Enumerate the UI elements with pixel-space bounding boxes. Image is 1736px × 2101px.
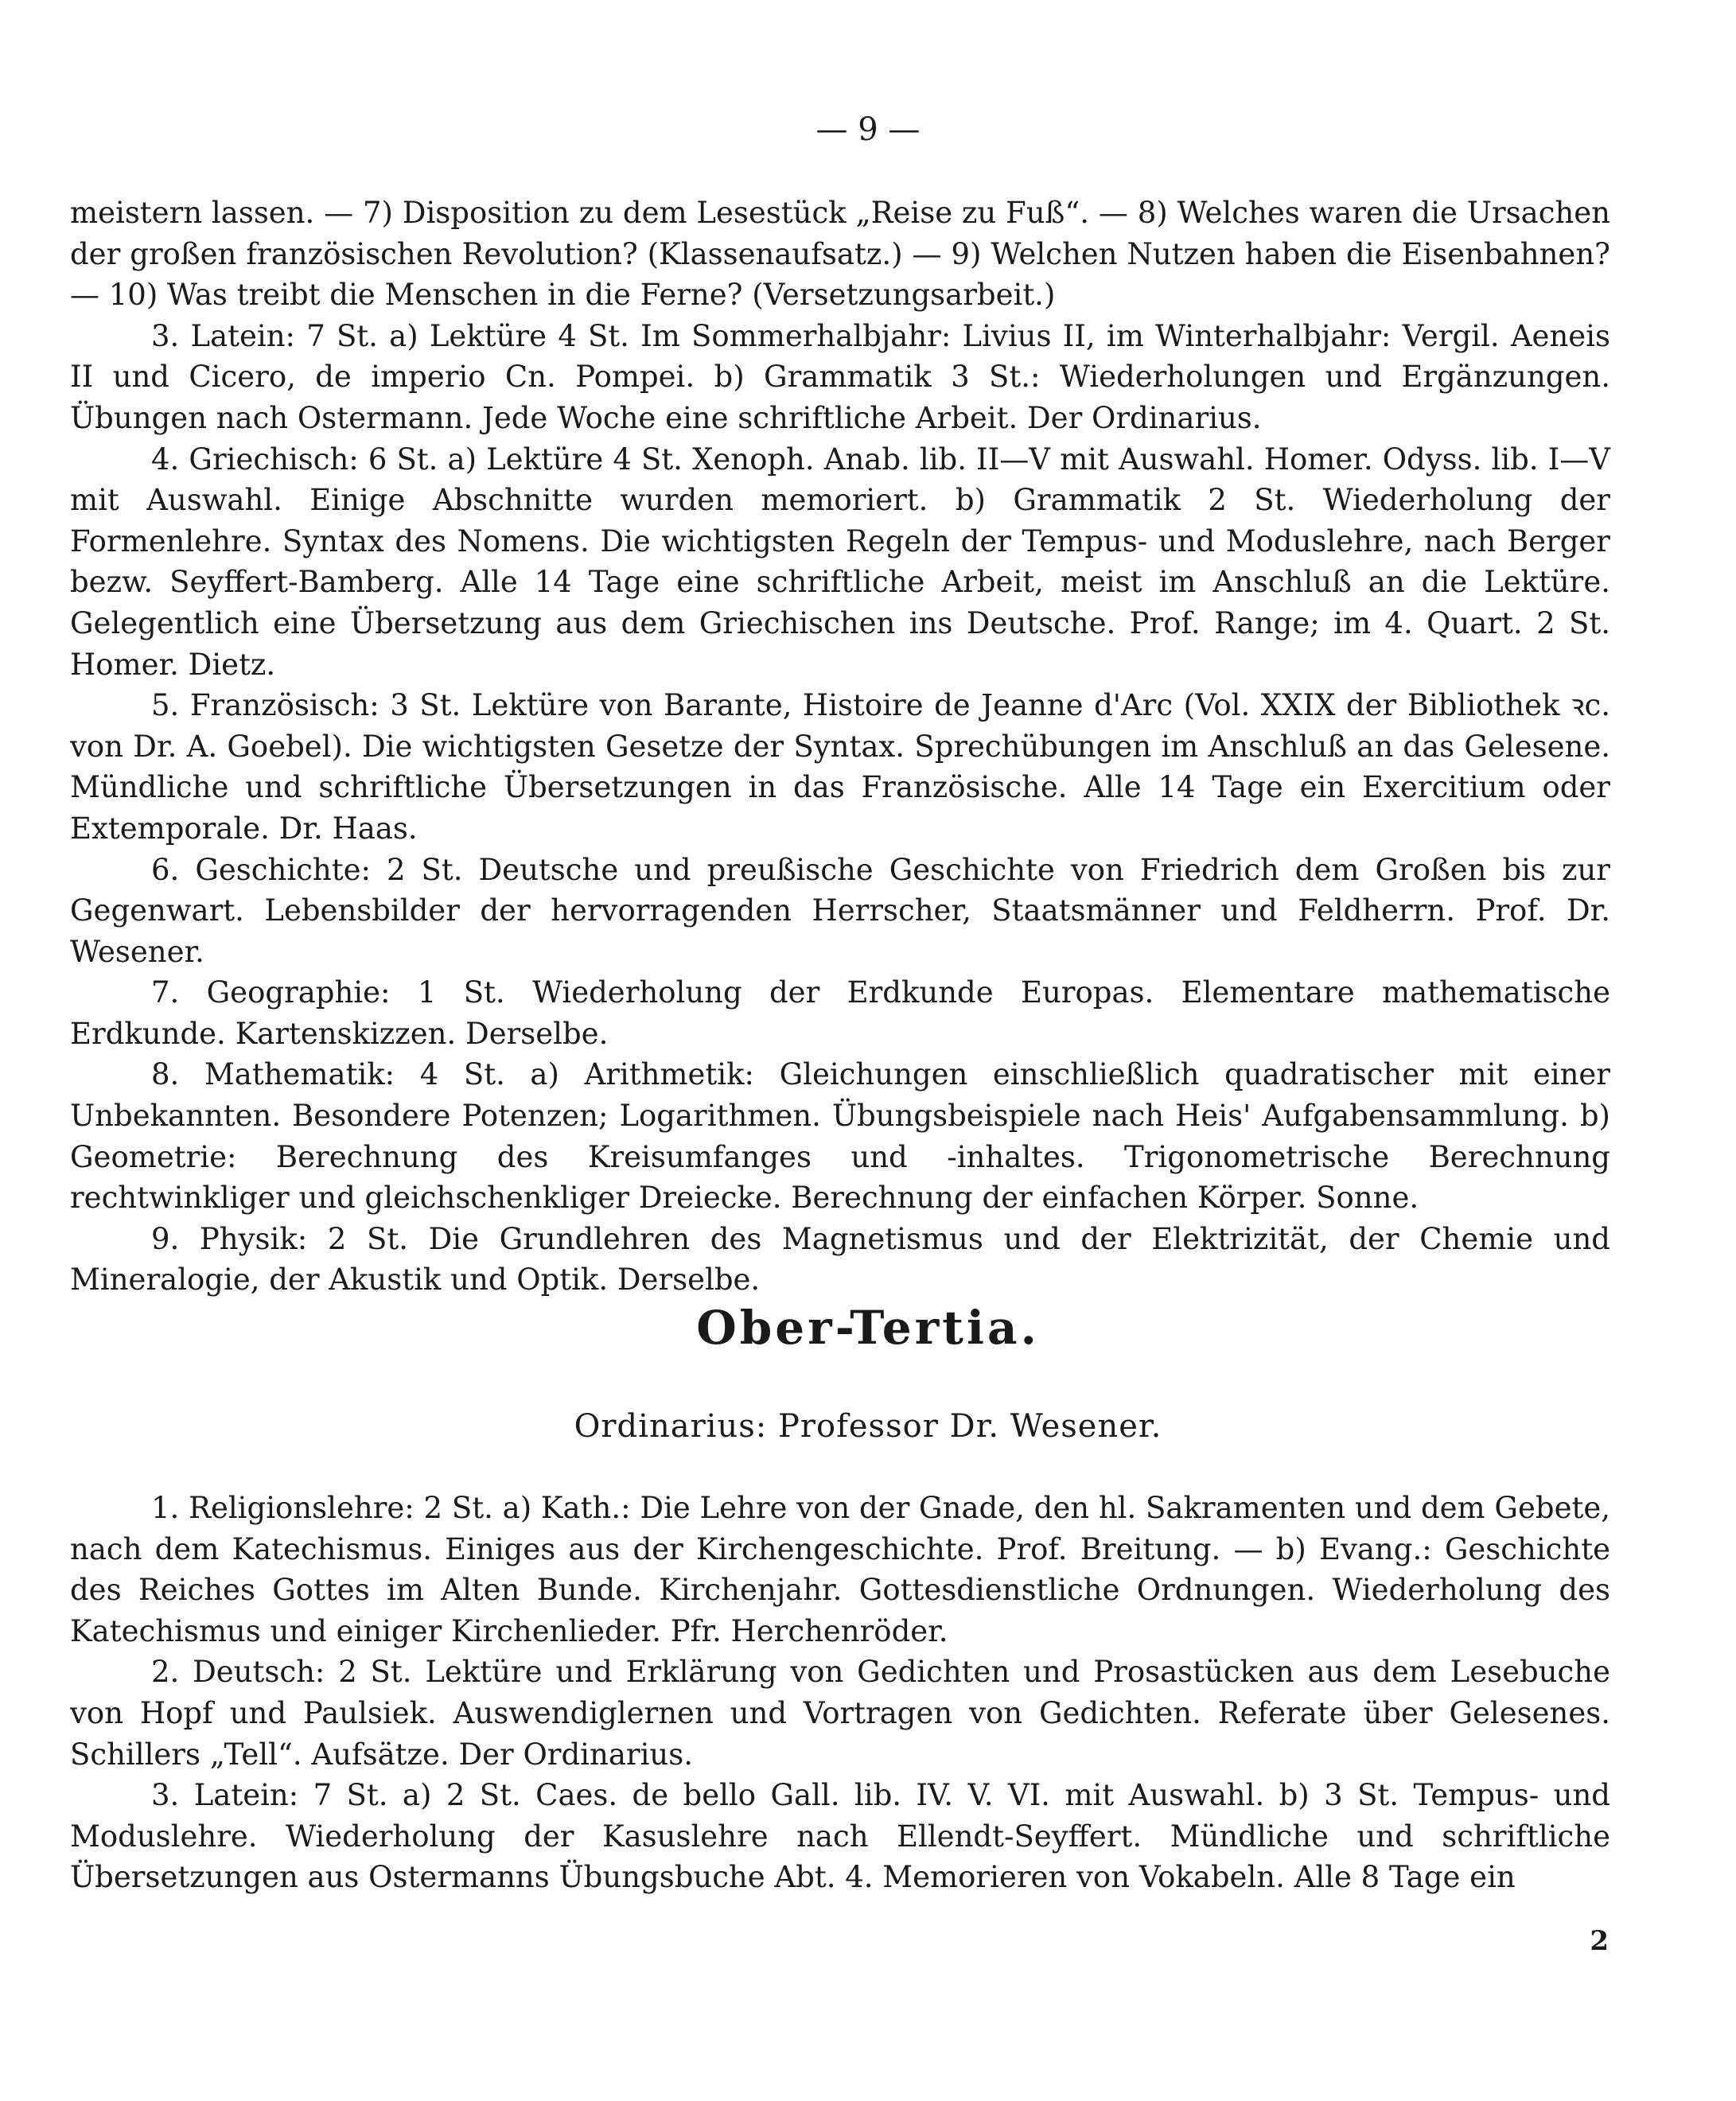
paragraph-physik: 9. Physik: 2 St. Die Grundlehren des Magnetismus und der Elektrizität, der Chemie und Mineralogie, der Akustik und Optik. Derselbe. [70, 1221, 1610, 1298]
top-text-block [70, 193, 1610, 1301]
paragraph-geographie: 7. Geographie: 1 St. Wiederholung der Erdkunde Europas. Elementare mathematische Erdkunde. Kartenskizzen. Derselbe. [70, 975, 1610, 1051]
continuation-paragraph: meistern lassen. — 7) Disposition zu dem Lesestück „Reise zu Fuß“. — 8) Welches waren die Ursachen der großen französischen Revolution? (Klassenaufsatz.) — 9) Welchen Nutzen haben die Eisenbahnen? — 10) Was treibt die Menschen in die Ferne? (Versetzungsarbeit.) [70, 196, 1610, 313]
paragraph-geschichte: 6. Geschichte: 2 St. Deutsche und preußische Geschichte von Friedrich dem Großen bis zur Gegenwart. Lebensbilder der hervorragenden Herrscher, Staatsmänner und Feldherrn. Prof. Dr. Wesener. [70, 852, 1610, 969]
paragraph-latein-tertia: 3. Latein: 7 St. a) 2 St. Caes. de bello Gall. lib. IV. V. VI. mit Auswahl. b) 3 St. Tempus- und Moduslehre. Wiederholung der Kasuslehre nach Ellendt-Seyffert. Mündliche und schriftliche Übersetzungen aus Ostermanns Übungsbuche Abt. 4. Memorieren von Vokabeln. Alle 8 Tage ein [70, 1778, 1610, 1895]
section-subtitle: Ordinarius: Professor Dr. Wesener. [574, 1408, 1162, 1445]
page-number: — 9 — [815, 111, 921, 148]
paragraph-deutsch: 2. Deutsch: 2 St. Lektüre und Erklärung von Gedichten und Prosastücken aus dem Lesebuche von Hopf und Paulsiek. Auswendiglernen und Vortragen von Gedichten. Referate über Gelesenes. Schillers „Tell“. Aufsätze. Der Ordinarius. [70, 1655, 1610, 1772]
section-title: Ober-Tertia. [696, 1301, 1040, 1355]
paragraph-mathematik: 8. Mathematik: 4 St. a) Arithmetik: Gleichungen einschließlich quadratischer mit einer Unbekannten. Besondere Potenzen; Logarithmen. Übungsbeispiele nach Heis' Aufgabensammlung. b) Geometrie: Berechnung des Kreisumfanges und -inhaltes. Trigonometrische Berechnung rechtwinkliger und gleichschenkliger Dreiecke. Berechnung der einfachen Körper. Sonne. [70, 1057, 1610, 1216]
paragraph-religionslehre: 1. Religionslehre: 2 St. a) Kath.: Die Lehre von der Gnade, den hl. Sakramenten und dem Gebete, nach dem Katechismus. Einiges aus der Kirchengeschichte. Prof. Breitung. — b) Evang.: Geschichte des Reiches Gottes im Alten Bunde. Kirchenjahr. Gottesdienstliche Ordnungen. Wiederholung des Katechismus und einiger Kirchenlieder. Pfr. Herchenröder. [70, 1491, 1610, 1648]
paragraph-griechisch: 4. Griechisch: 6 St. a) Lektüre 4 St. Xenoph. Anab. lib. II—V mit Auswahl. Homer. Odyss. lib. I—V mit Auswahl. Einige Abschnitte wurden memoriert. b) Grammatik 2 St. Wiederholung der Formenlehre. Syntax des Nomens. Die wichtigsten Regeln der Tempus- und Moduslehre, nach Berger bezw. Seyffert-Bamberg. Alle 14 Tage eine schriftliche Arbeit, meist im Anschluß an die Lektüre. Gelegentlich eine Übersetzung aus dem Griechischen ins Deutsche. Prof. Range; im 4. Quart. 2 St. Homer. Dietz. [70, 442, 1610, 682]
sheet-signature: 2 [1590, 1925, 1609, 1957]
paragraph-latein: 3. Latein: 7 St. a) Lektüre 4 St. Im Sommerhalbjahr: Livius II, im Winterhalbjahr: Vergil. Aeneis II und Cicero, de imperio Cn. Pompei. b) Grammatik 3 St.: Wiederholungen und Ergänzungen. Übungen nach Ostermann. Jede Woche eine schriftliche Arbeit. Der Ordinarius. [70, 318, 1610, 435]
paragraph-franzoesisch: 5. Französisch: 3 St. Lektüre von Barante, Histoire de Jeanne d'Arc (Vol. XXIX der Bibliothek ꝛc. von Dr. A. Goebel). Die wichtigsten Gesetze der Syntax. Sprechübungen im Anschluß an das Gelesene. Mündliche und schriftliche Übersetzungen in das Französische. Alle 14 Tage ein Exercitium oder Extemporale. Dr. Haas. [70, 688, 1610, 846]
section-text-block [70, 1488, 1610, 1898]
